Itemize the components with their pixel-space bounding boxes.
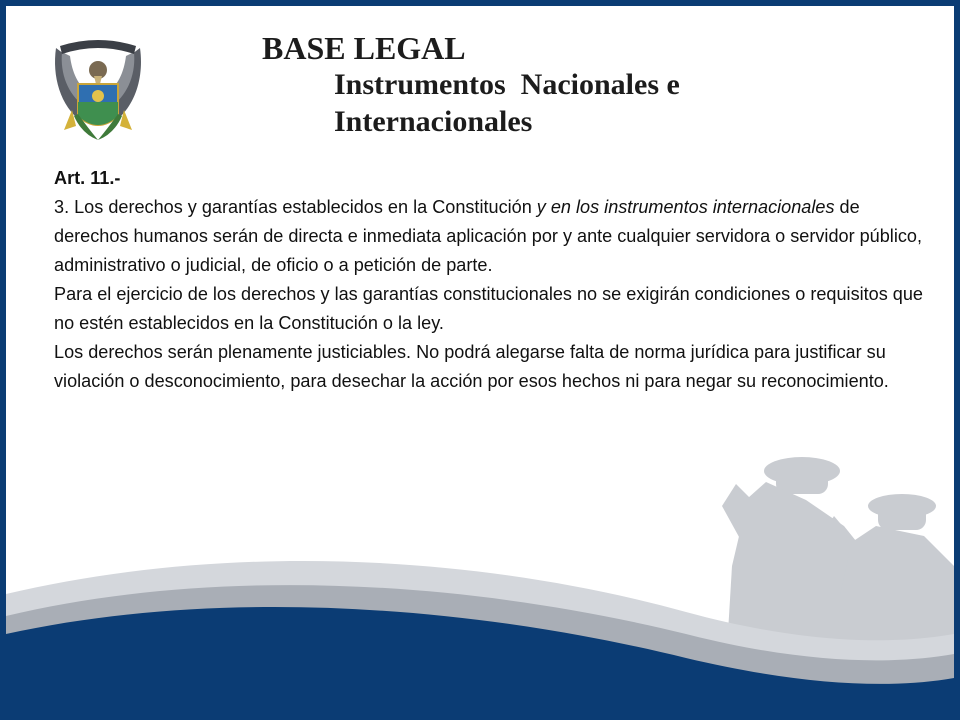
slide-subtitle-line2: Internacionales	[334, 105, 533, 138]
paragraph-3: Los derechos serán plenamente justiciables. No podrá alegarse falta de norma jurídica para justificar su violación o desconocimiento, para desechar la acción por esos hechos ni para negar su reconocimiento.	[54, 342, 889, 391]
slide-subtitle-line1: Instrumentos Nacionales e	[334, 68, 680, 101]
paragraph-1	[54, 193, 934, 280]
slide-panel	[6, 6, 954, 714]
article-heading: Art. 11.-	[54, 168, 121, 188]
paragraph-1-start: 3. Los derechos y garantías establecidos en la Constitución	[54, 197, 537, 217]
paragraph-1-italic: y en los instrumentos internacionales	[536, 197, 835, 217]
paragraph-1-end: de derechos humanos serán de directa e inmediata aplicación por y ante cualquier servidora o servidor público, administrativo o judicial, de oficio o a petición de parte.	[54, 197, 922, 275]
police-emblem-icon	[42, 36, 154, 148]
paragraph-2: Para el ejercicio de los derechos y las garantías constitucionales no se exigirán condiciones o requisitos que no estén establecidos en la Constitución o la ley.	[54, 284, 923, 333]
article-body	[54, 164, 934, 396]
slide-title-block	[262, 30, 680, 140]
slide-title: BASE LEGAL	[262, 30, 466, 66]
